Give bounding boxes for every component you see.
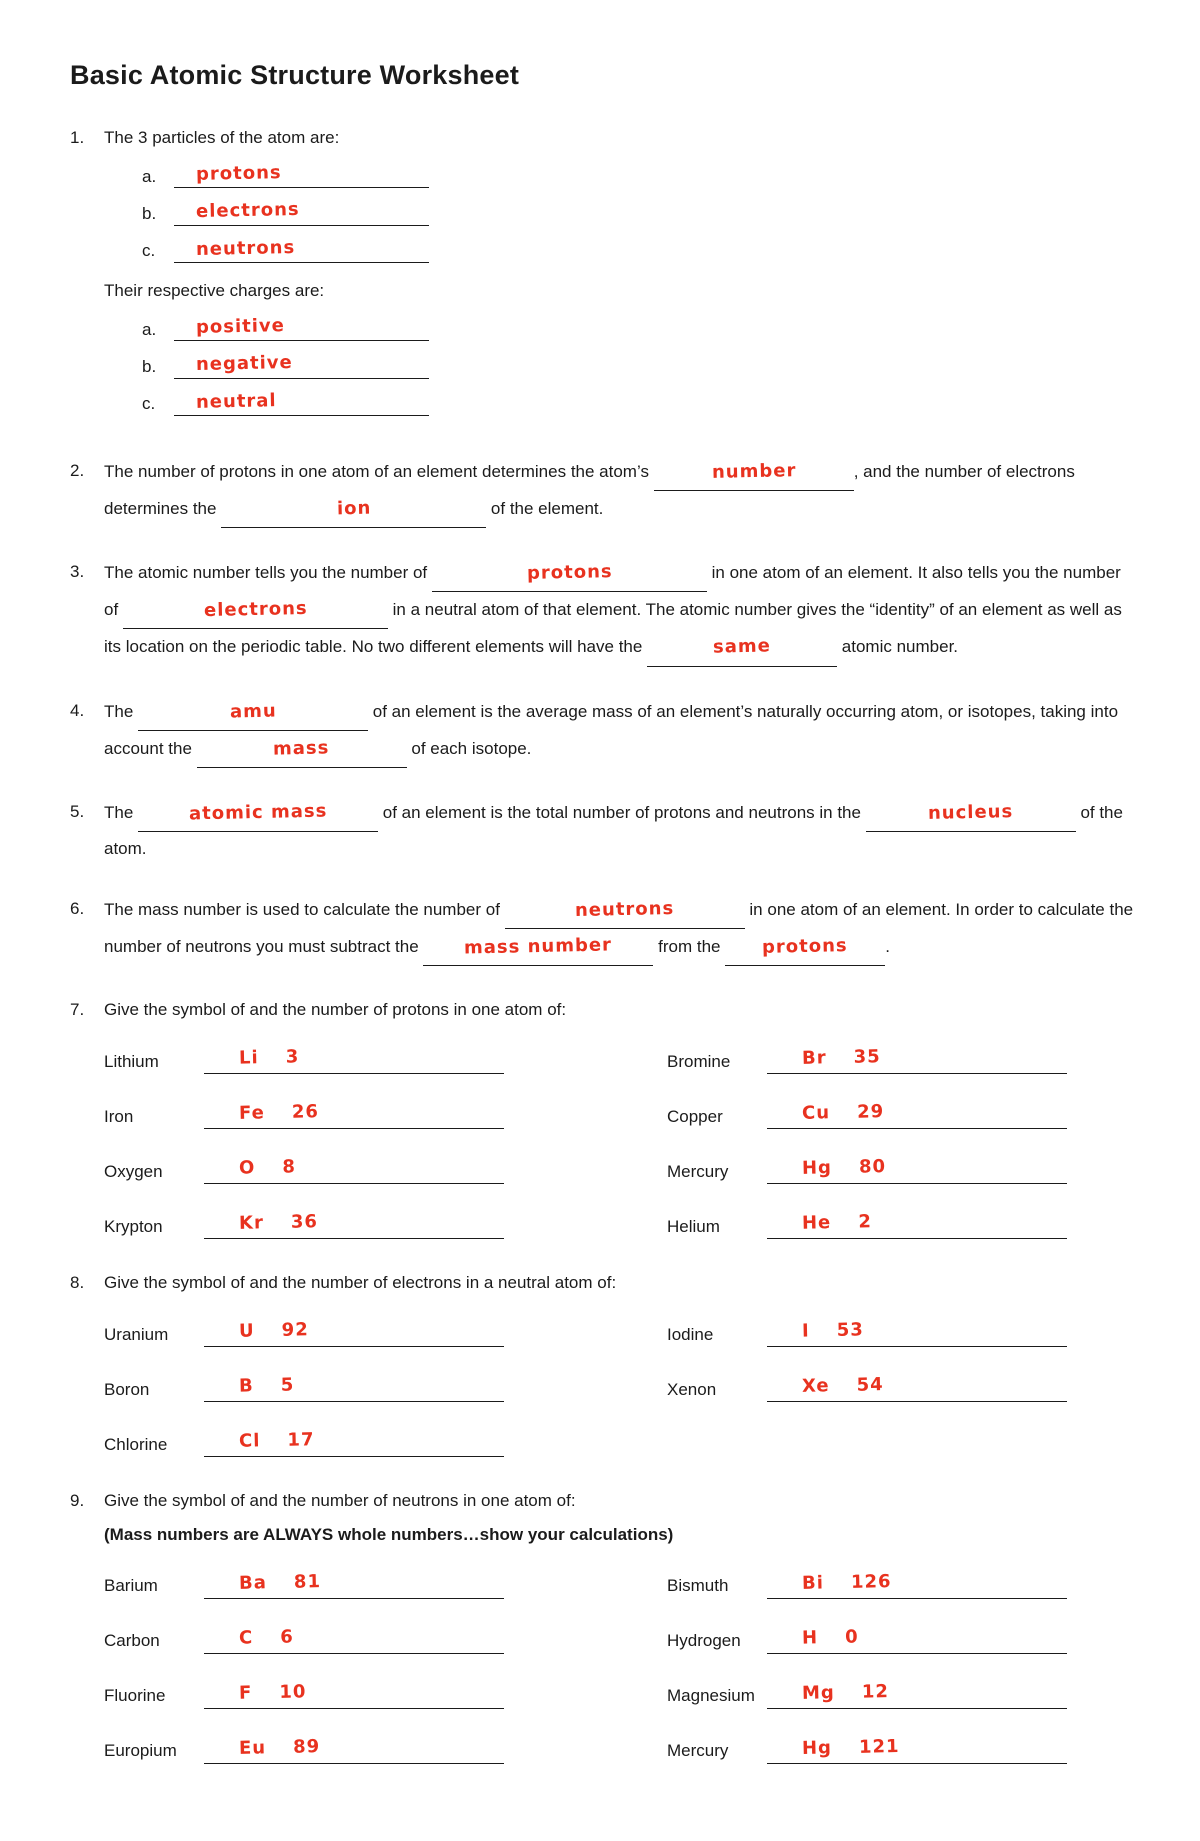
text-segment: , and the	[853, 462, 920, 482]
handwritten-answer: Cu 29	[801, 1101, 885, 1125]
handwritten-answer: positive	[195, 315, 286, 339]
question-number: 4.	[70, 700, 85, 720]
element-label: Barium	[104, 1576, 158, 1596]
question-number: 8.	[70, 1273, 85, 1293]
fill-blank	[432, 555, 707, 592]
item-label: b.	[142, 203, 157, 223]
text-segment: in a neutral atom of that element. The atomic number gives the “identity” of an element as well as its location on the periodic table. No two different elements will have the	[104, 600, 1122, 657]
question-4	[70, 694, 1134, 768]
question-text: Their respective charges are:	[104, 281, 325, 301]
fill-blank	[174, 390, 429, 416]
text-segment: number of electrons determines the	[104, 462, 1075, 519]
handwritten-answer: same	[712, 635, 772, 659]
handwritten-answer: I 53	[801, 1319, 865, 1343]
question-text	[104, 454, 1134, 528]
element-label: Europium	[104, 1741, 177, 1761]
fill-blank	[174, 162, 429, 188]
question-3	[70, 555, 1134, 666]
handwritten-answer: O 8	[238, 1156, 297, 1179]
question-text: Give the symbol of and the number of electrons in a neutral atom of:	[104, 1273, 617, 1293]
fill-blank	[204, 1044, 504, 1074]
fill-blank	[767, 1317, 1067, 1347]
handwritten-answer: negative	[195, 352, 293, 376]
question-text	[104, 892, 1134, 966]
handwritten-answer: neutrons	[195, 236, 296, 260]
handwritten-answer: Kr 36	[238, 1211, 319, 1235]
fill-blank	[174, 199, 429, 225]
element-label: Xenon	[667, 1379, 717, 1399]
fill-blank	[767, 1209, 1067, 1239]
text-segment: of the atom.	[104, 802, 1123, 858]
item-label: c.	[142, 394, 156, 414]
fill-blank	[654, 454, 854, 491]
fill-blank	[767, 1154, 1067, 1184]
item-label: b.	[142, 356, 157, 376]
text-segment: in one atom of an element. It also tells you the number of	[104, 563, 1121, 620]
fill-blank	[767, 1044, 1067, 1074]
answer-row	[142, 162, 1134, 188]
element-label: Fluorine	[104, 1686, 166, 1706]
question-1	[70, 121, 1134, 427]
text-segment: of the element.	[490, 499, 604, 519]
handwritten-answer: Li 3	[238, 1046, 300, 1069]
fill-blank	[174, 315, 429, 341]
element-row	[104, 1044, 504, 1074]
element-row	[667, 1372, 1067, 1402]
fill-blank	[204, 1154, 504, 1184]
handwritten-answer: Hg 121	[801, 1735, 900, 1759]
handwritten-answer: number	[711, 460, 797, 483]
element-label: Mercury	[667, 1161, 729, 1181]
element-label: Uranium	[104, 1324, 169, 1344]
element-row	[667, 1679, 1067, 1709]
fill-blank	[767, 1679, 1067, 1709]
fill-blank	[866, 795, 1076, 832]
q9-note: (Mass numbers are ALWAYS whole numbers…show your calculations)	[104, 1524, 674, 1544]
question-text	[104, 694, 1134, 768]
text-segment: The mass number is used to calculate the number of	[104, 899, 500, 919]
element-label: Magnesium	[667, 1686, 755, 1706]
fill-blank	[767, 1624, 1067, 1654]
question-number: 6.	[70, 898, 85, 918]
handwritten-answer: mass number	[464, 934, 613, 959]
fill-blank	[423, 929, 653, 966]
element-row	[104, 1624, 504, 1654]
element-label: Hydrogen	[667, 1631, 741, 1651]
handwritten-answer: ion	[336, 497, 372, 520]
question-text	[104, 795, 1134, 865]
question-7	[70, 993, 1134, 1239]
element-label: Lithium	[104, 1051, 159, 1071]
fill-blank	[221, 491, 486, 528]
element-label: Iodine	[667, 1324, 714, 1344]
element-row	[104, 1569, 504, 1599]
text-segment: atomic number.	[841, 637, 959, 657]
item-label: c.	[142, 241, 156, 261]
fill-blank	[204, 1209, 504, 1239]
element-row	[104, 1099, 504, 1129]
question-number: 1.	[70, 128, 85, 147]
element-label: Chlorine	[104, 1434, 168, 1454]
handwritten-answer: nucleus	[927, 800, 1014, 824]
item-label: a.	[142, 319, 157, 339]
element-row	[667, 1734, 1067, 1764]
element-label: Iron	[104, 1106, 134, 1126]
element-row	[104, 1734, 504, 1764]
answer-row	[142, 315, 1134, 341]
question-8	[70, 1266, 1134, 1457]
element-grid	[104, 1317, 1134, 1457]
fill-blank	[204, 1372, 504, 1402]
question-number: 7.	[70, 1000, 85, 1020]
question-number: 2.	[70, 461, 85, 481]
handwritten-answer: F 10	[238, 1680, 307, 1704]
text-segment: of an element is the average mass of an element’s naturally occurring atom, or isotopes, taking into account the	[104, 701, 1119, 758]
fill-blank	[767, 1372, 1067, 1402]
element-row	[667, 1099, 1067, 1129]
element-row	[667, 1154, 1067, 1184]
handwritten-answer: Ba 81	[238, 1570, 322, 1594]
text-segment: The	[104, 701, 134, 721]
fill-blank	[204, 1569, 504, 1599]
element-label: Bromine	[667, 1051, 731, 1071]
element-row	[104, 1209, 504, 1239]
element-row	[104, 1372, 504, 1402]
answer-row	[142, 199, 1134, 225]
handwritten-answer: electrons	[195, 199, 300, 223]
element-row	[104, 1317, 504, 1347]
fill-blank	[767, 1569, 1067, 1599]
element-row	[667, 1044, 1067, 1074]
worksheet-title: Basic Atomic Structure Worksheet	[70, 60, 520, 90]
fill-blank	[174, 237, 429, 263]
question-text: Give the symbol of and the number of protons in one atom of:	[104, 1000, 567, 1020]
charge-answers	[142, 315, 1134, 416]
question-9	[70, 1484, 1134, 1763]
fill-blank	[197, 731, 407, 768]
handwritten-answer: amu	[229, 700, 277, 723]
element-label: Helium	[667, 1216, 720, 1236]
question-6	[70, 892, 1134, 966]
handwritten-answer: neutrons	[574, 897, 675, 921]
fill-blank	[204, 1427, 504, 1457]
element-grid	[104, 1044, 1134, 1239]
handwritten-answer: mass	[273, 737, 331, 760]
answer-row	[142, 390, 1134, 416]
handwritten-answer: protons	[762, 935, 849, 958]
fill-blank	[505, 892, 745, 929]
fill-blank	[138, 694, 368, 731]
element-row	[667, 1317, 1067, 1347]
answer-row	[142, 237, 1134, 263]
element-row	[104, 1154, 504, 1184]
question-text: The 3 particles of the atom are:	[104, 128, 340, 147]
element-row	[667, 1209, 1067, 1239]
question-2	[70, 454, 1134, 528]
question-number: 3.	[70, 562, 85, 582]
item-label: a.	[142, 166, 157, 186]
element-label: Mercury	[667, 1741, 729, 1761]
fill-blank	[204, 1679, 504, 1709]
particle-answers	[142, 162, 1134, 263]
text-segment: in one atom of an element. In	[749, 899, 970, 919]
element-label: Bismuth	[667, 1576, 729, 1596]
question-5	[70, 795, 1134, 865]
handwritten-answer: Mg 12	[801, 1680, 890, 1704]
text-segment: The atomic number tells you the number of	[104, 563, 428, 583]
element-label: Boron	[104, 1379, 150, 1399]
fill-blank	[123, 592, 388, 629]
handwritten-answer: U 92	[238, 1319, 309, 1343]
text-segment: The	[104, 802, 134, 822]
element-row	[104, 1679, 504, 1709]
handwritten-answer: He 2	[801, 1211, 873, 1235]
element-row	[667, 1624, 1067, 1654]
text-segment: from the	[658, 937, 721, 957]
text-segment: .	[885, 937, 890, 957]
handwritten-answer: Bi 126	[801, 1570, 892, 1594]
element-row	[667, 1569, 1067, 1599]
handwritten-answer: Br 35	[801, 1046, 881, 1070]
text-segment: order to calculate the number of neutrons you must subtract the	[104, 899, 1134, 957]
handwritten-answer: electrons	[203, 598, 308, 622]
element-grid	[104, 1569, 1134, 1764]
handwritten-answer: neutral	[195, 389, 277, 413]
element-row	[104, 1427, 504, 1457]
question-text: Give the symbol of and the number of neutrons in one atom of:	[104, 1491, 576, 1511]
handwritten-answer: Hg 80	[801, 1156, 887, 1180]
handwritten-answer: Xe 54	[801, 1374, 884, 1398]
element-label: Oxygen	[104, 1161, 163, 1181]
handwritten-answer: protons	[526, 561, 613, 585]
fill-blank	[204, 1734, 504, 1764]
element-label: Krypton	[104, 1216, 163, 1236]
element-label: Copper	[667, 1106, 723, 1126]
text-segment: of an element is the total number of protons and neutrons in the	[382, 802, 861, 822]
fill-blank	[204, 1099, 504, 1129]
question-text	[104, 555, 1134, 666]
question-number: 5.	[70, 801, 85, 821]
handwritten-answer: protons	[195, 162, 282, 186]
element-label: Carbon	[104, 1631, 160, 1651]
handwritten-answer: H 0	[801, 1626, 859, 1649]
handwritten-answer: Cl 17	[238, 1429, 315, 1453]
text-segment: The number of protons in one atom of an element determines the atom’s	[104, 462, 649, 482]
handwritten-answer: atomic mass	[188, 800, 328, 825]
handwritten-answer: Eu 89	[238, 1735, 321, 1759]
handwritten-answer: Fe 26	[238, 1101, 320, 1125]
answer-row	[142, 352, 1134, 378]
text-segment: of each isotope.	[411, 738, 532, 758]
handwritten-answer: C 6	[238, 1626, 295, 1649]
fill-blank	[174, 352, 429, 378]
question-number: 9.	[70, 1491, 85, 1511]
fill-blank	[767, 1099, 1067, 1129]
fill-blank	[204, 1624, 504, 1654]
fill-blank	[647, 629, 837, 666]
fill-blank	[204, 1317, 504, 1347]
handwritten-answer: B 5	[238, 1374, 295, 1397]
fill-blank	[138, 795, 378, 832]
fill-blank	[725, 929, 885, 966]
fill-blank	[767, 1734, 1067, 1764]
